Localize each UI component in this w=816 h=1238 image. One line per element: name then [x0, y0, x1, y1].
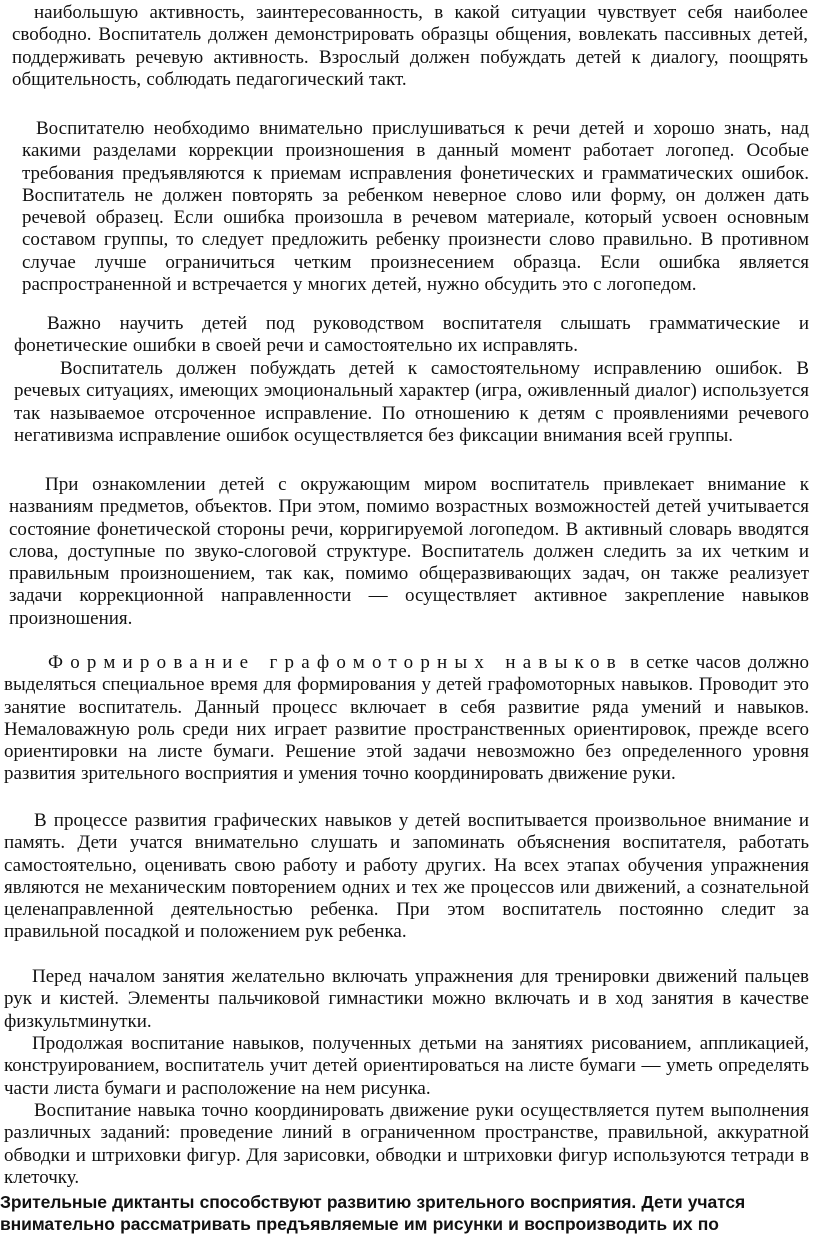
- paragraph-1: наибольшую активность, заинтересованность, в какой ситуации чувствует себя наиболее свободно. Воспитатель должен демонстрировать образцы общения, вовлекать пассивных детей, поддерживать речевую активность. Взрослый должен побуждать детей к диалогу, поощрять общительность, соблюдать педагогический такт.: [12, 2, 808, 90]
- paragraph-3: Важно научить детей под руководством воспитателя слышать грамматические и фонетические ошибки в своей речи и самостоятельно их исправлять.: [14, 313, 809, 357]
- paragraph-8: Перед началом занятия желательно включать упражнения для тренировки движений пальцев рук и кистей. Элементы пальчиковой гимнастики можно включать и в ход занятия в качестве физкультминутки.: [4, 966, 809, 1032]
- paragraph-10: Воспитание навыка точно координировать движение руки осуществляется путем выполнения различных заданий: проведение линий в ограниченном пространстве, правильной, аккуратной обводки и штриховки фигур. Для зарисовки, обводки и штриховки фигур используются тетради в клеточку.: [4, 1100, 809, 1188]
- paragraph-6: [4, 652, 809, 786]
- section-lead-title: Формирование графомоторных навыков: [48, 652, 623, 673]
- paragraph-6-body: в сетке часов должно выделяться специальное время для формирования у детей графомоторных навыков. Проводит это занятие воспитатель. Данный процесс включает в себя развитие ряда умений и навыков. Немаловажную роль среди них играет развитие пространственных ориентировок, прежде всего ориентировки на листе бумаги. Решение этой задачи невозможно без определенного уровня развития зрительного восприятия и умения точно координировать движение руки.: [4, 652, 810, 785]
- paragraph-4: Воспитатель должен побуждать детей к самостоятельному исправлению ошибок. В речевых ситуациях, имеющих эмоциональный характер (игра, оживленный диалог) используется так называемое отсроченное исправление. По отношению к детям с проявлениями речевого негативизма исправление ошибок осуществляется без фиксации внимания всей группы.: [14, 358, 809, 446]
- paragraph-7: В процессе развития графических навыков у детей воспитывается произвольное внимание и память. Дети учатся внимательно слушать и запоминать объяснения воспитателя, работать самостоятельно, оценивать свою работу и работу других. На всех этапах обучения упражнения являются не механическим повторением одних и тех же процессов или движений, а сознательной целенаправленной деятельностью ребенка. При этом воспитатель постоянно следит за правильной посадкой и положением рук ребенка.: [4, 810, 809, 943]
- paragraph-9: Продолжая воспитание навыков, полученных детьми на занятиях рисованием, аппликацией, конструированием, воспитатель учит детей ориентироваться на листе бумаги — уметь определять части листа бумаги и расположение на нем рисунка.: [4, 1033, 809, 1099]
- paragraph-5: При ознакомлении детей с окружающим миром воспитатель привлекает внимание к названиям предметов, объектов. При этом, помимо возрастных возможностей детей учитывается состояние фонетической стороны речи, корригируемой логопедом. В активный словарь вводятся слова, доступные по звуко-слоговой структуре. Воспитатель должен следить за их четким и правильным произношением, так как, помимо общеразвивающих задач, он также реализует задачи коррекционной направленности — осуществляет активное закрепление навыков произношения.: [9, 474, 809, 629]
- paragraph-2: Воспитателю необходимо внимательно прислушиваться к речи детей и хорошо знать, над какими разделами коррекции произношения в данный момент работает логопед. Особые требования предъявляются к приемам исправления фонетических и грамматических ошибок. Воспитатель не должен повторять за ребенком неверное слово или форму, он должен дать речевой образец. Если ошибка произошла в речевом материале, который усвоен основным составом группы, то следует предложить ребенку произнести слово правильно. В противном случае лучше ограничиться четким произнесением образца. Если ошибка является распространенной и встречается у многих детей, нужно обсудить это с логопедом.: [22, 118, 809, 296]
- paragraph-11: Зрительные диктанты способствуют развитию зрительного восприятия. Дети учатся внимательно рассматривать предъявляемые им рисунки и воспроизводить их по: [0, 1192, 746, 1234]
